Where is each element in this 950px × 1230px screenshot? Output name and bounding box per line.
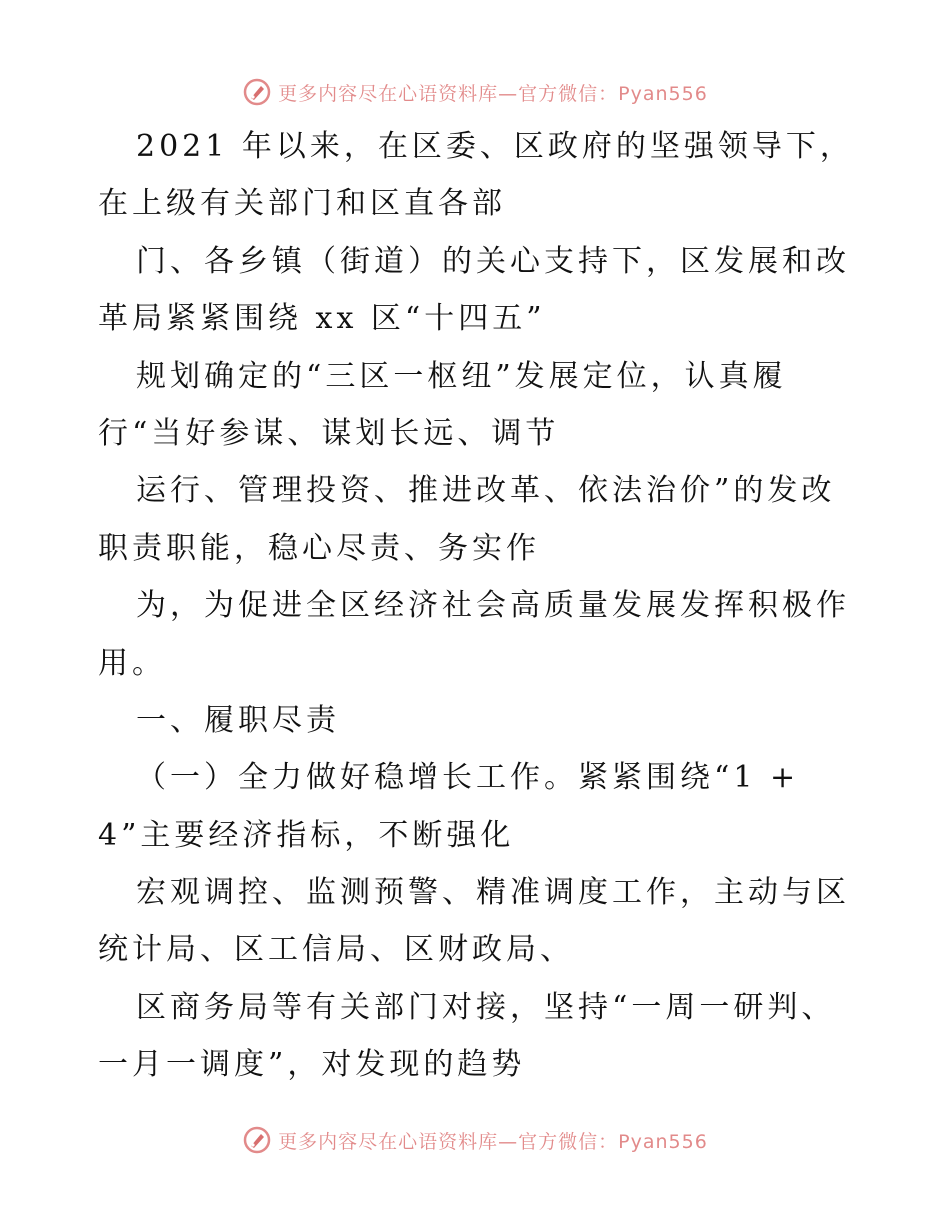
text-line: 门、各乡镇（街道）的关心支持下，区发展和改 bbox=[136, 243, 850, 279]
text-line: 宏观调控、监测预警、精准调度工作，主动与区 bbox=[136, 875, 850, 911]
watermark-banner-top bbox=[0, 72, 950, 112]
text-line: 职责职能，稳心尽责、务实作 bbox=[98, 530, 540, 566]
watermark-banner-bottom bbox=[0, 1120, 950, 1160]
text-line: （一）全力做好稳增长工作。紧紧围绕“1 + bbox=[136, 760, 800, 796]
text-line: 区商务局等有关部门对接，坚持“一周一研判、 bbox=[136, 989, 836, 1025]
text-line: 规划确定的“三区一枢纽”发展定位，认真履 bbox=[136, 358, 787, 394]
pen-nib-icon bbox=[242, 77, 272, 107]
text-line: 革局紧紧围绕 xx 区“十四五” bbox=[98, 301, 546, 337]
text-line: 2021 年以来，在区委、区政府的坚强领导下， bbox=[136, 129, 854, 164]
text-line: 一月一调度”，对发现的趋势 bbox=[98, 1047, 526, 1083]
watermark-text: 更多内容尽在心语资料库—官方微信：Pyan556 bbox=[278, 1130, 708, 1153]
pen-nib-icon bbox=[242, 1125, 272, 1155]
text-line: 在上级有关部门和区直各部 bbox=[98, 186, 506, 222]
text-line: 一、履职尽责 bbox=[136, 702, 340, 738]
text-line: 为，为促进全区经济社会高质量发展发挥积极作 bbox=[136, 588, 850, 624]
text-line: 用。 bbox=[98, 645, 166, 681]
text-line: 行“当好参谋、谋划长远、调节 bbox=[98, 415, 560, 451]
document-body bbox=[98, 118, 858, 1094]
text-line: 统计局、区工信局、区财政局、 bbox=[98, 932, 574, 968]
watermark-text: 更多内容尽在心语资料库—官方微信：Pyan556 bbox=[278, 82, 708, 105]
text-line: 运行、管理投资、推进改革、依法治价”的发改 bbox=[136, 473, 836, 509]
text-line: 4”主要经济指标，不断强化 bbox=[98, 817, 515, 853]
